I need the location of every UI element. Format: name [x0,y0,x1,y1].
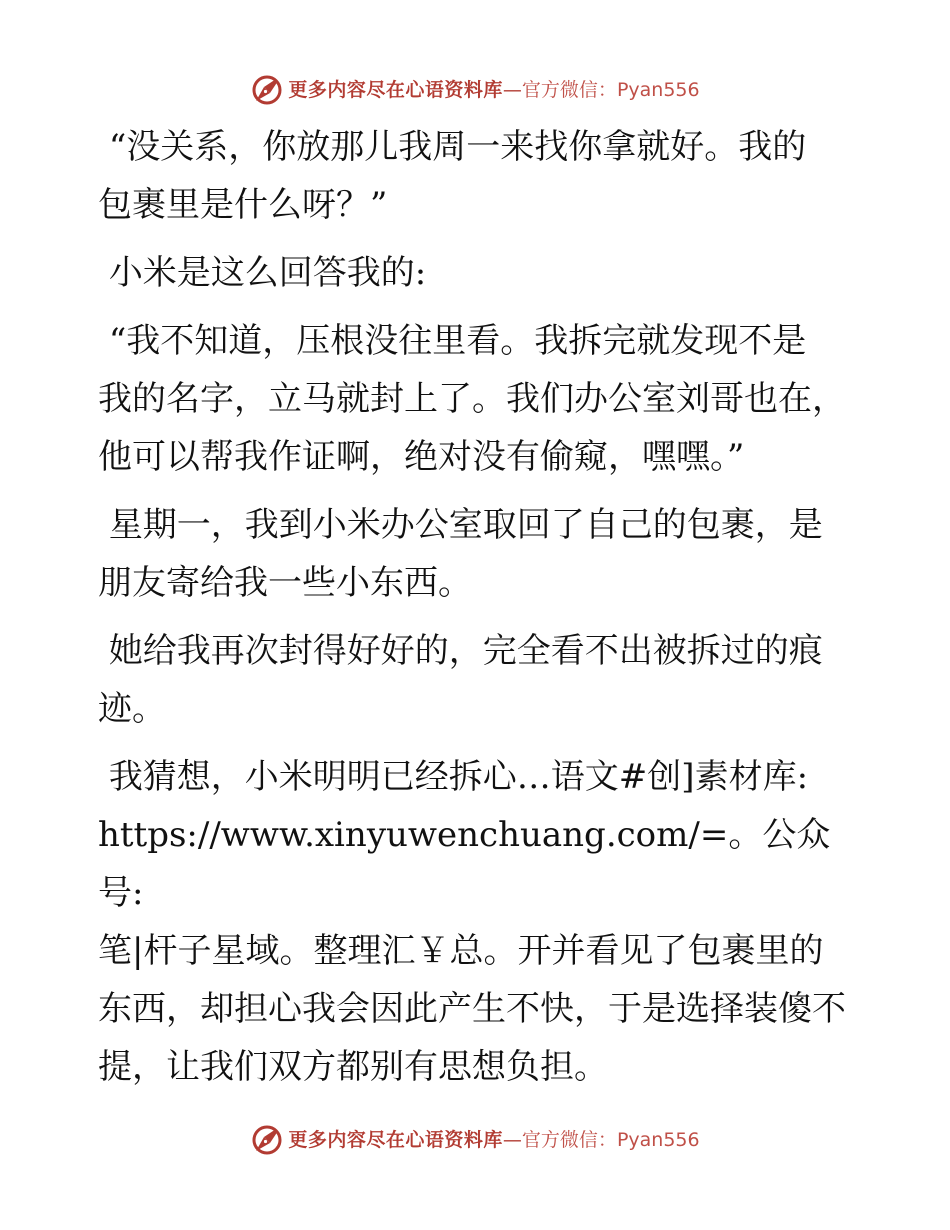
paragraph-5: 她给我再次封得好好的，完全看不出被拆过的痕 迹。 [98,631,823,729]
banner-dash: — [502,1129,522,1151]
paragraph-6: 我猜想，小米明明已经拆心…语文#创]素材库: https://www.xinyuwenchuang.com/=。公众号: 笔|杆子星域。整理汇￥总。开并看见了包裹里的 东西，却担心我会因此产生不快，于是选择装傻不 提，让我们双方都别有思想负担。 [98,757,846,1087]
banner-dash: — [502,79,522,101]
banner-main-text: 更多内容尽在心语资料库 [288,1129,503,1151]
pen-nib-circle-icon [250,1123,284,1157]
header-banner [0,70,950,110]
banner-wechat-id: Pyan556 [616,1129,700,1151]
banner-wechat-label: 官方微信： [521,79,617,101]
banner-main-text: 更多内容尽在心语资料库 [288,79,503,101]
banner-wechat-id: Pyan556 [616,79,700,101]
paragraph-1: “没关系，你放那儿我周一来找你拿就好。我的 包裹里是什么呀？” [98,127,807,225]
footer-banner [0,1120,950,1160]
banner-wechat-label: 官方微信： [521,1129,617,1151]
pen-nib-circle-icon [250,73,284,107]
paragraph-3: “我不知道，压根没往里看。我拆完就发现不是 我的名字，立马就封上了。我们办公室刘哥也在， 他可以帮我作证啊，绝对没有偷窥，嘿嘿。” [98,321,846,477]
document-body [98,118,858,1096]
paragraph-4: 星期一，我到小米办公室取回了自己的包裹，是 朋友寄给我一些小东西。 [98,505,823,603]
paragraph-2: 小米是这么回答我的: [98,253,427,293]
